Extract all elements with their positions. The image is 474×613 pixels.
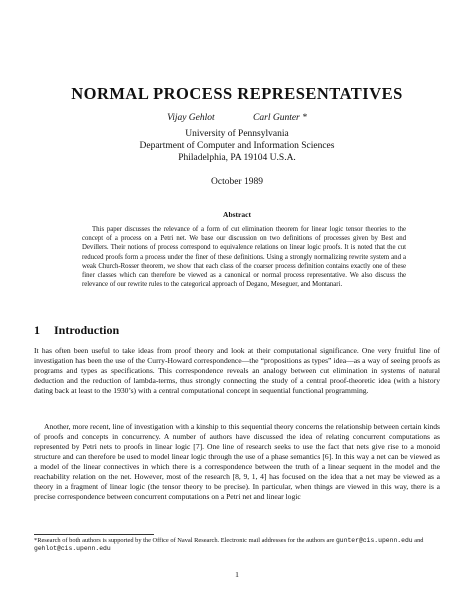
section-title: Introduction bbox=[54, 323, 120, 337]
intro-paragraph-2: Another, more recent, line of investigation with a kinship to this sequential theory concerns the relationship between certain kinds of proofs and concepts in concurrency. A number of authors have discussed the idea of relating concurrent computations as represented by Petri nets to proofs in linear logic [7]. One line of research seeks to use the fact that nets give rise to a monoid structure and can therefore be used to model linear logic through the use of a phase semantics [6]. In this way a net can be viewed as a model of the linear connectives in which there is a correspondence between the truth of a linear sequent in the model and the reachability relation on the net. However, most of the research [8, 9, 1, 4] has focused on the idea that a net may be viewed as a theory in a fragment of linear logic (the tensor theory to be precise). In particular, when things are viewed in this way, there is a precise correspondence between concurrent computations on a Petri net and linear logic bbox=[34, 422, 440, 501]
affiliation-address: Philadelphia, PA 19104 U.S.A. bbox=[178, 153, 296, 163]
abstract-heading: Abstract bbox=[223, 210, 251, 219]
affiliation bbox=[0, 128, 474, 164]
footnote-text: *Research of both authors is supported by the Office of Naval Research. Electronic mail addresses for the authors are bbox=[34, 537, 335, 544]
author-list bbox=[0, 113, 474, 123]
footnote-rule bbox=[34, 534, 154, 535]
footnote-conjunction: and bbox=[414, 537, 424, 544]
footnote bbox=[34, 537, 440, 553]
abstract-text: This paper discusses the relevance of a form of cut elimination theorem for linear logic tensor theories to the concept of a process on a Petri net. We base our discussion on two definitions of processes given by Best and Devillers. Their notions of process correspond to equivalence relations on linear logic proofs. It is noted that the cut reduced proofs form a process under the finer of these definitions. Using a strongly normalizing rewrite system and a weak Church-Rosser theorem, we show that each class of the coarser process definition contains exactly one of these finer classes which can therefore be viewed as a canonical or normal process representative. We also discuss the relevance of our rewrite rules to the categorical approach of Degano, Meseguer, and Montanari. bbox=[82, 226, 406, 289]
affiliation-university: University of Pennsylvania bbox=[185, 129, 289, 139]
author-gunter: Carl Gunter * bbox=[253, 113, 307, 123]
paper-title: NORMAL PROCESS REPRESENTATIVES bbox=[71, 84, 403, 103]
intro-paragraph-1: It has often been useful to take ideas from proof theory and look at their computational significance. One very fruitful line of investigation has been the use of the Curry-Howard correspondence—the “propositions as types” idea—as a way of seeing proofs as programs and types as specifications. This correspondence reveals an analogy between cut elimination in systems of natural deduction and the reduction of lambda-terms, thus strongly connecting the study of a central proof-theoretic idea (with a history dating back at least to the 1930’s) with a central computational concept in sequential functional programming. bbox=[34, 346, 440, 395]
section-number: 1 bbox=[34, 323, 40, 337]
author-gehlot: Vijay Gehlot bbox=[167, 113, 215, 123]
footnote-email-gunter: gunter@cis.upenn.edu bbox=[335, 537, 413, 544]
page-number: 1 bbox=[235, 570, 239, 579]
section-heading bbox=[34, 323, 119, 338]
paper-date: October 1989 bbox=[211, 177, 263, 187]
affiliation-department: Department of Computer and Information Sciences bbox=[139, 141, 335, 151]
footnote-email-gehlot: gehlot@cis.upenn.edu bbox=[34, 545, 111, 553]
